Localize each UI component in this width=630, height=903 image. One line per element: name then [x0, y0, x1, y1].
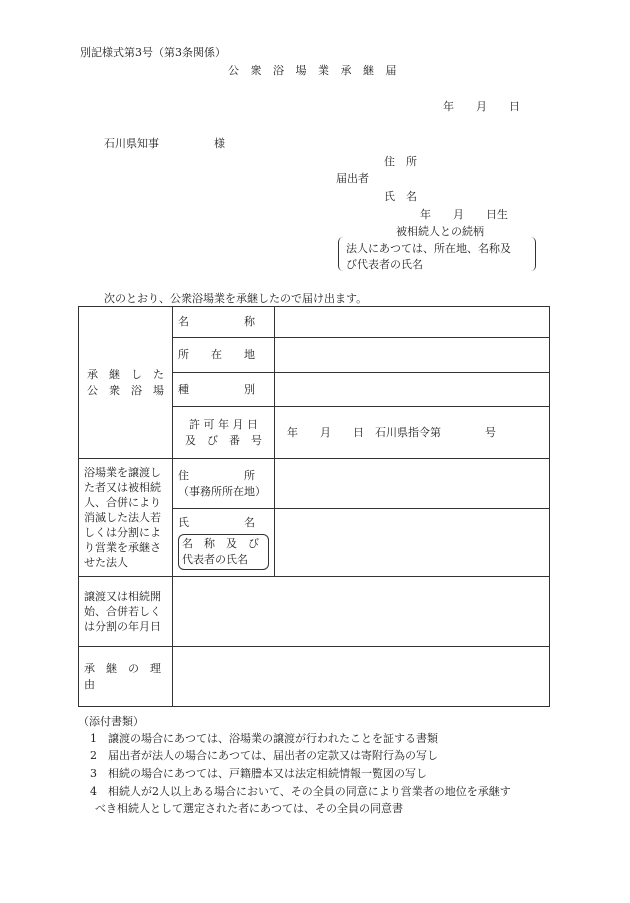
address-label-line: 住 所: [178, 468, 255, 482]
transfer-date-label: 譲渡又は相続開始、合併若しくは分割の年月日: [79, 577, 173, 647]
transferor-name-value[interactable]: [275, 509, 550, 577]
name-value[interactable]: [275, 307, 550, 338]
transferor-label: 浴場業を譲渡した者又は被相続人、合併により消滅した法人若しくは分割により営業を承継させた法人: [79, 459, 173, 577]
corp-name-line-2: 代表者の氏名: [182, 553, 248, 566]
submission-date: 年 月 日: [443, 100, 520, 113]
location-value[interactable]: [275, 338, 550, 373]
group1-label-line-1: 承 継 し た: [87, 367, 164, 381]
group1-label-line-2: 公 衆 浴 場: [87, 383, 164, 397]
attachment-item-1: 1 譲渡の場合にあつては、浴場業の譲渡が行われたことを証する書類: [90, 732, 438, 745]
transferor-address-value[interactable]: [275, 459, 550, 509]
document-title: 公 衆 浴 場 業 承 継 届: [228, 64, 401, 77]
attachment-item-4: 4 相続人が2人以上ある場合において、その全員の同意により営業者の地位を承継す: [90, 785, 511, 798]
office-label-line: （事務所所在地）: [178, 484, 266, 498]
permit-value[interactable]: 年 月 日 石川県指令第 号: [275, 407, 550, 459]
applicant-label: 届出者: [336, 172, 369, 185]
permit-label-line-1: 許 可 年 月 日: [189, 417, 258, 431]
type-value[interactable]: [275, 373, 550, 407]
attachment-item-4-cont: べき相続人として選定された者にあつては、その全員の同意書: [95, 802, 403, 815]
corp-name-bracket: [178, 534, 269, 570]
transferor-address-label: [173, 459, 275, 509]
attachments-heading: （添付書類）: [78, 715, 144, 728]
transferor-name-label: [173, 509, 275, 577]
intro-text: 次のとおり、公衆浴場業を承継したので届け出ます。: [104, 292, 368, 305]
location-label: 所 在 地: [173, 338, 275, 373]
form-number: 別記様式第3号（第3条関係）: [80, 46, 226, 59]
corp-name-line-1: 名 称 及 び: [182, 537, 259, 550]
transfer-date-value[interactable]: [173, 577, 550, 647]
person-name-label: 氏 名: [178, 516, 255, 529]
permit-label: [173, 407, 275, 459]
applicant-address-label: 住 所: [384, 155, 417, 168]
applicant-name-label: 氏 名: [384, 190, 417, 203]
succeeded-bathhouse-label: [79, 307, 173, 459]
attachment-item-3: 3 相続の場合にあつては、戸籍謄本又は法定相続情報一覧図の写し: [90, 767, 427, 780]
type-label: 種 別: [173, 373, 275, 407]
notification-table: [78, 306, 550, 707]
reason-value[interactable]: [173, 647, 550, 707]
name-label: 名 称: [173, 307, 275, 338]
addressee: 石川県知事 様: [104, 137, 225, 150]
corporate-note-line-2: び代表者の氏名: [346, 258, 423, 271]
reason-label: 承 継 の 理 由: [79, 647, 173, 707]
relationship-label: 被相続人との続柄: [396, 225, 484, 238]
corporate-note-line-1: 法人にあつては、所在地、名称及: [346, 242, 511, 255]
birth-date: 年 月 日生: [420, 208, 508, 221]
attachment-item-2: 2 届出者が法人の場合にあつては、届出者の定款又は寄附行為の写し: [90, 749, 438, 762]
permit-label-line-2: 及 び 番 号: [185, 433, 262, 447]
